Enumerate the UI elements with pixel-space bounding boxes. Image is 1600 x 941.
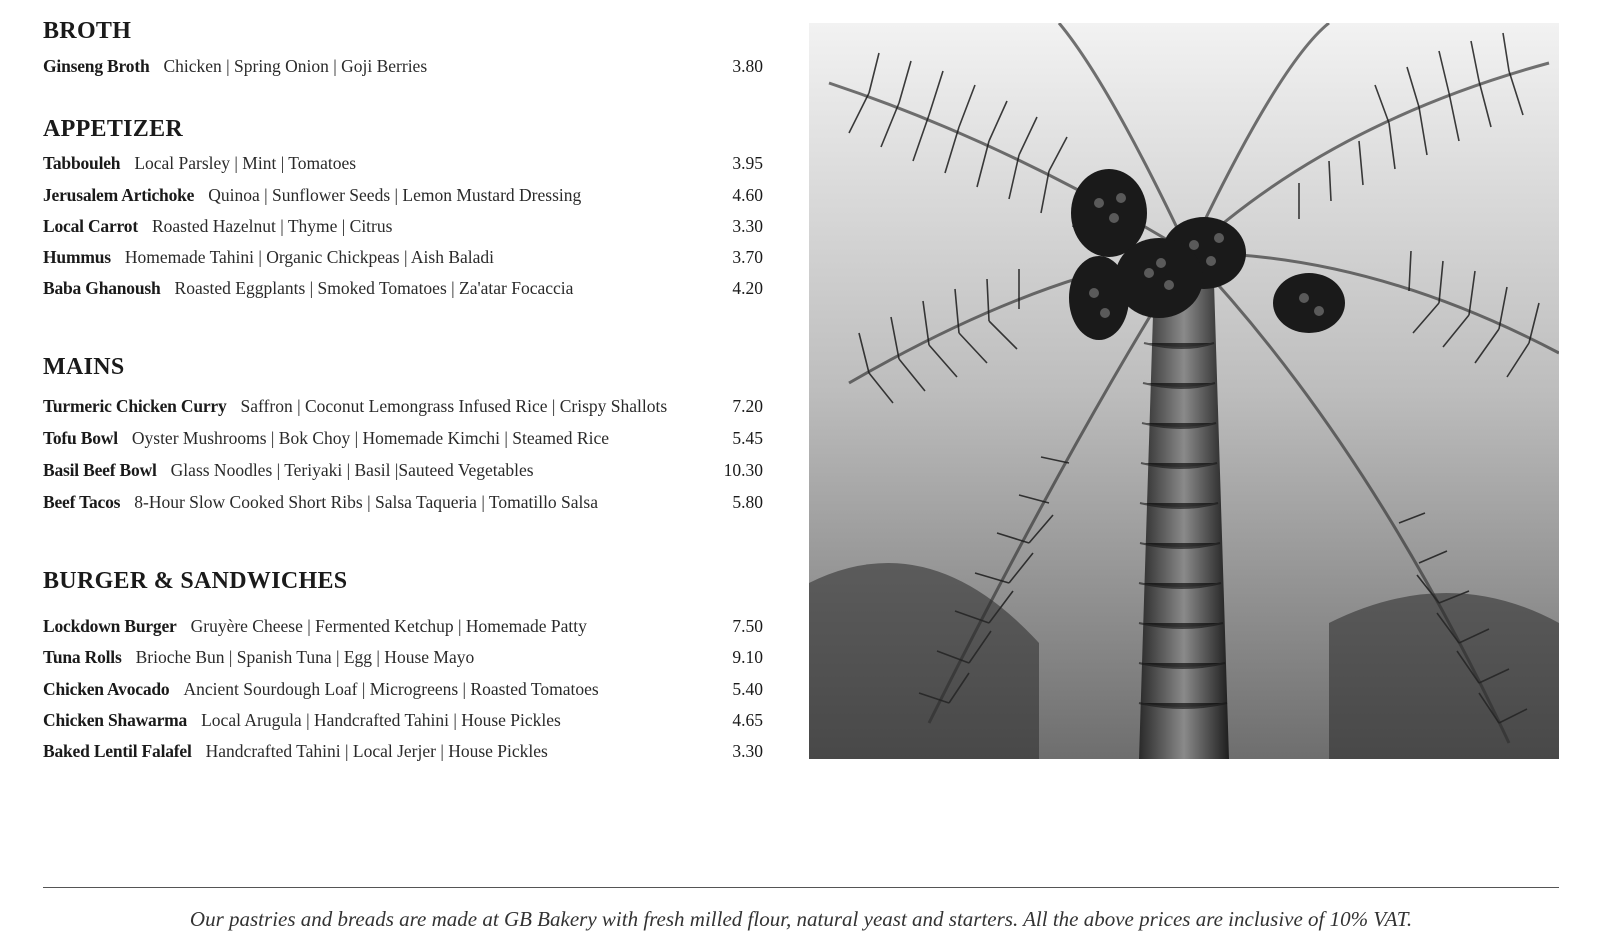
item-price: 3.95	[732, 153, 763, 173]
item-description: Brioche Bun | Spanish Tuna | Egg | House Mayo	[135, 647, 475, 667]
section-title: BROTH	[43, 18, 132, 44]
item-price: 10.30	[723, 460, 763, 480]
item-name: Lockdown Burger	[43, 616, 177, 636]
item-name: Beef Tacos	[43, 492, 121, 512]
menu-item	[43, 151, 763, 175]
menu-item	[43, 614, 763, 638]
item-description: Roasted Hazelnut | Thyme | Citrus	[151, 216, 393, 236]
item-description: Roasted Eggplants | Smoked Tomatoes | Za'atar Focaccia	[174, 278, 574, 298]
item-price: 3.30	[732, 216, 763, 236]
menu-item	[43, 183, 763, 207]
palm-tree-photo	[809, 23, 1559, 759]
item-price: 9.10	[732, 647, 763, 667]
item-price: 3.80	[732, 56, 763, 76]
item-name: Baked Lentil Falafel	[43, 741, 192, 761]
item-description: Gruyère Cheese | Fermented Ketchup | Homemade Patty	[190, 616, 587, 636]
item-name: Turmeric Chicken Curry	[43, 396, 227, 416]
item-name: Local Carrot	[43, 216, 138, 236]
item-price: 4.65	[732, 710, 763, 730]
item-price: 3.30	[732, 741, 763, 761]
menu-item	[43, 490, 763, 514]
item-description: Saffron | Coconut Lemongrass Infused Rice | Crispy Shallots	[240, 396, 668, 416]
item-name: Chicken Avocado	[43, 679, 170, 699]
item-price: 5.80	[732, 492, 763, 512]
menu-item	[43, 677, 763, 701]
menu-item	[43, 245, 763, 269]
item-description: Ancient Sourdough Loaf | Microgreens | Roasted Tomatoes	[183, 679, 599, 699]
menu-item	[43, 394, 763, 418]
item-price: 4.60	[732, 185, 763, 205]
item-description: Handcrafted Tahini | Local Jerjer | House Pickles	[205, 741, 548, 761]
item-price: 7.20	[732, 396, 763, 416]
footer-divider	[43, 887, 1559, 888]
section-title: APPETIZER	[43, 116, 184, 142]
item-name: Jerusalem Artichoke	[43, 185, 195, 205]
item-description: Local Arugula | Handcrafted Tahini | House Pickles	[201, 710, 561, 730]
item-price: 3.70	[732, 247, 763, 267]
footer-note: Our pastries and breads are made at GB Bakery with fresh milled flour, natural yeast and starters. All the above prices are inclusive of 10% VAT.	[189, 907, 1413, 931]
item-name: Tuna Rolls	[43, 647, 122, 667]
item-description: Quinoa | Sunflower Seeds | Lemon Mustard Dressing	[208, 185, 582, 205]
menu-item	[43, 214, 763, 238]
section-title: MAINS	[43, 354, 125, 380]
item-name: Tabbouleh	[43, 153, 121, 173]
item-name: Tofu Bowl	[43, 428, 118, 448]
item-description: Oyster Mushrooms | Bok Choy | Homemade Kimchi | Steamed Rice	[131, 428, 609, 448]
item-name: Chicken Shawarma	[43, 710, 188, 730]
item-name: Ginseng Broth	[43, 56, 150, 76]
item-price: 7.50	[732, 616, 763, 636]
item-price: 5.40	[732, 679, 763, 699]
menu-item	[43, 276, 763, 300]
menu-item	[43, 739, 763, 763]
item-name: Baba Ghanoush	[43, 278, 161, 298]
item-name: Hummus	[43, 247, 111, 267]
item-description: Chicken | Spring Onion | Goji Berries	[163, 56, 428, 76]
item-description: 8-Hour Slow Cooked Short Ribs | Salsa Taqueria | Tomatillo Salsa	[134, 492, 598, 512]
section-title: BURGER & SANDWICHES	[43, 568, 348, 594]
item-description: Homemade Tahini | Organic Chickpeas | Aish Baladi	[124, 247, 495, 267]
item-description: Glass Noodles | Teriyaki | Basil |Sauteed Vegetables	[170, 460, 534, 480]
menu-item	[43, 54, 763, 78]
menu-item	[43, 708, 763, 732]
item-description: Local Parsley | Mint | Tomatoes	[134, 153, 357, 173]
item-name: Basil Beef Bowl	[43, 460, 157, 480]
item-price: 5.45	[732, 428, 763, 448]
menu-item	[43, 645, 763, 669]
menu-item	[43, 426, 763, 450]
item-price: 4.20	[732, 278, 763, 298]
menu-item	[43, 458, 763, 482]
